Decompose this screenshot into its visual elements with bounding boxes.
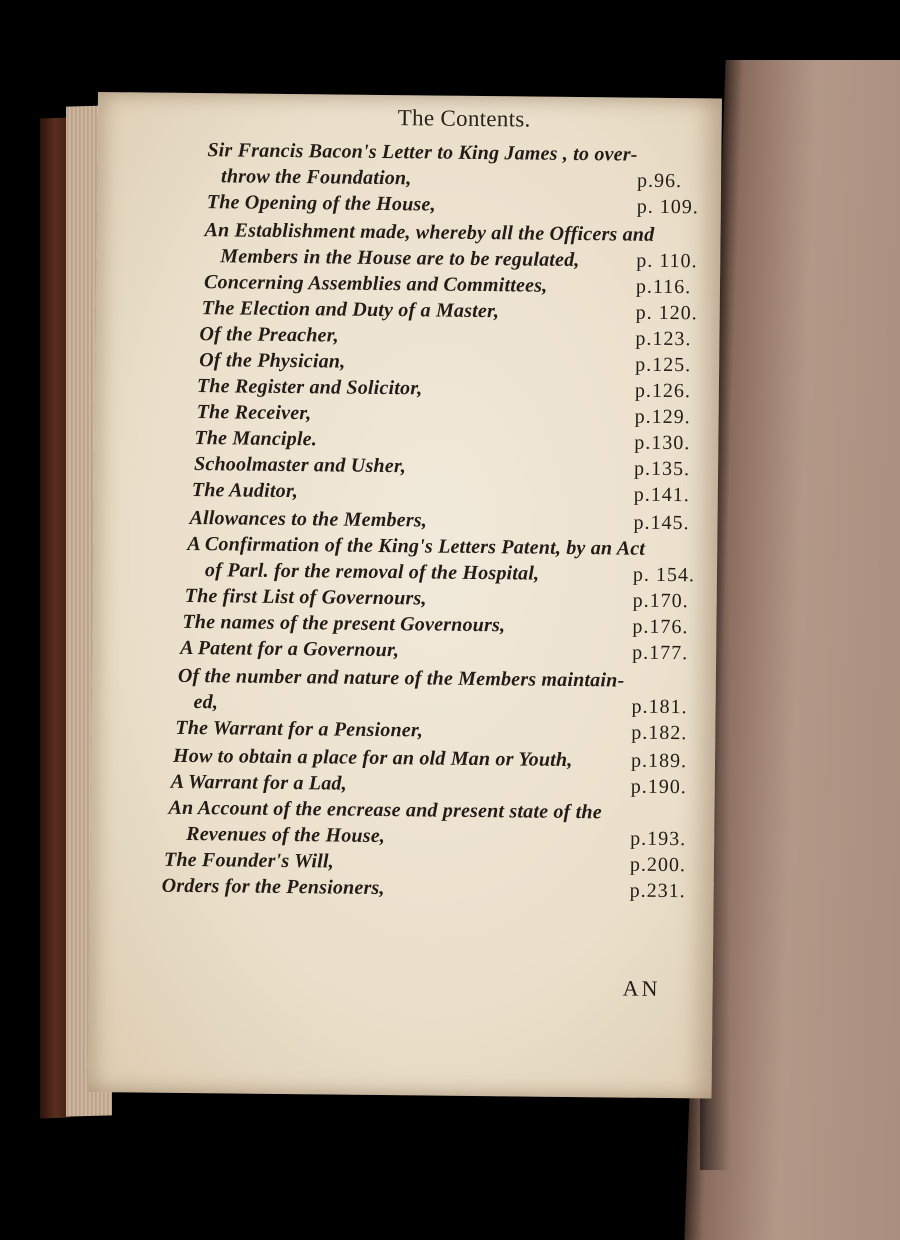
- entry-page-number: p.130.: [634, 431, 691, 455]
- entry-title: Schoolmaster and Usher,: [193, 453, 407, 478]
- entry-title: The Opening of the House,: [206, 191, 436, 216]
- entry-page-number: p. 120.: [635, 301, 698, 325]
- running-header: The Contents.: [397, 105, 531, 132]
- entry-page-number: p.123.: [635, 327, 692, 351]
- entry-page-number: p.181.: [631, 695, 688, 719]
- entry-title: The Election and Duty of a Master,: [201, 297, 500, 323]
- entry-page-number: p.129.: [634, 405, 691, 429]
- entry-page-number: p.200.: [629, 853, 687, 877]
- entry-title: A Patent for a Governour,: [180, 636, 400, 662]
- entry-page-number: p. 109.: [636, 195, 699, 219]
- entry-page-number: p.231.: [629, 879, 686, 903]
- entry-title: Of the Preacher,: [199, 323, 339, 347]
- entry-page-number: p.96.: [636, 169, 683, 193]
- entry-page-number: p.176.: [632, 615, 689, 639]
- entry-title: Of the Physician,: [199, 349, 346, 373]
- entry-title: ed,: [193, 691, 219, 714]
- entry-title: A Warrant for a Lad,: [170, 770, 347, 795]
- entry-title: Allowances to the Members,: [189, 506, 428, 532]
- entry-title: The names of the present Governours,: [182, 610, 506, 637]
- entry-title: The Warrant for a Pensioner,: [175, 716, 424, 742]
- entry-page-number: p.125.: [635, 353, 692, 377]
- contents-entry: [89, 874, 689, 910]
- entry-title: The first List of Governours,: [184, 584, 427, 610]
- entry-title: Revenues of the House,: [186, 822, 386, 848]
- entry-page-number: p.170.: [632, 589, 689, 613]
- entry-page-number: p.182.: [631, 721, 688, 745]
- contents-page: [88, 92, 722, 1098]
- entry-page-number: p.126.: [634, 379, 692, 403]
- entry-title: Of the number and nature of the Members maintain-: [177, 664, 625, 692]
- entry-title: Sir Francis Bacon's Letter to King James , to over-: [207, 139, 638, 166]
- entry-title: An Establishment made, whereby all the Officers and: [204, 219, 655, 246]
- entry-title: Concerning Assemblies and Committees,: [203, 271, 548, 297]
- entry-page-number: p.145.: [633, 511, 690, 535]
- entry-title: The Auditor,: [191, 479, 299, 503]
- entry-page-number: p.116.: [635, 275, 692, 299]
- entry-title: Orders for the Pensioners,: [161, 874, 385, 900]
- entry-title: The Register and Solicitor,: [196, 375, 423, 400]
- entry-title: The Founder's Will,: [163, 848, 335, 873]
- entry-title: The Receiver,: [196, 401, 312, 425]
- entry-page-number: p. 110.: [636, 249, 698, 273]
- entry-page-number: p.177.: [632, 641, 689, 665]
- entry-title: A Confirmation of the King's Letters Patent, by an Act: [187, 532, 646, 560]
- entry-title: How to obtain a place for an old Man or Youth,: [172, 744, 573, 772]
- catchword: AN: [622, 975, 661, 1001]
- entry-page-number: p. 154.: [632, 563, 696, 587]
- entry-title: The Manciple.: [194, 427, 318, 451]
- entry-page-number: p.190.: [630, 775, 687, 799]
- entry-title: of Parl. for the removal of the Hospital,: [204, 559, 540, 585]
- entry-title: throw the Foundation,: [221, 165, 412, 190]
- entry-page-number: p.135.: [633, 457, 691, 481]
- entry-page-number: p.193.: [630, 827, 687, 851]
- entry-title: An Account of the encrease and present state of the: [168, 796, 602, 824]
- entry-page-number: p.189.: [630, 749, 688, 773]
- entry-page-number: p.141.: [633, 483, 690, 507]
- entry-title: Members in the House are to be regulated,: [220, 245, 580, 272]
